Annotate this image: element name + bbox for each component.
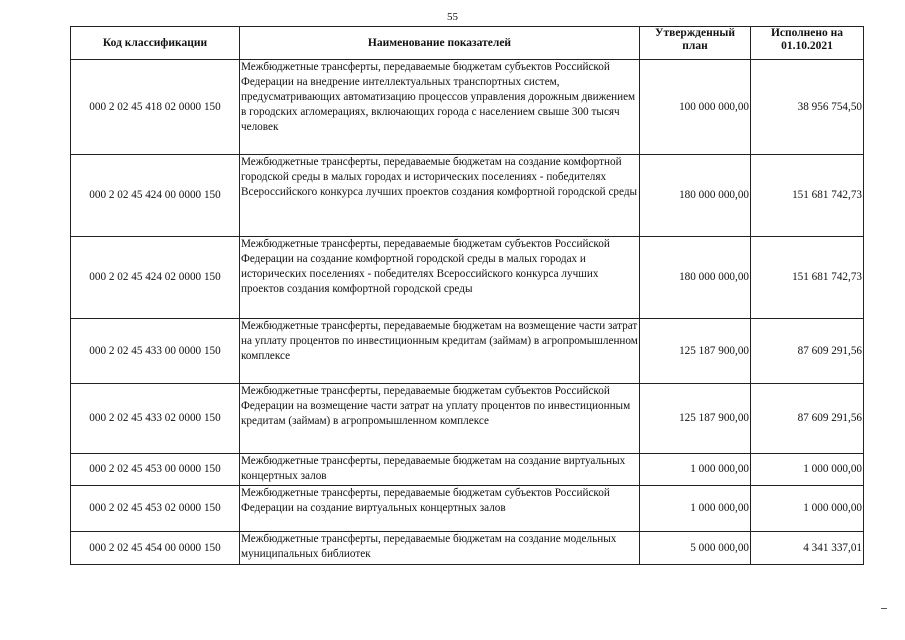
page-number: 55 (447, 11, 458, 23)
header-name: Наименование показателей (240, 27, 640, 60)
approved-plan-value: 180 000 000,00 (640, 237, 751, 319)
approved-plan-value: 125 187 900,00 (640, 384, 751, 454)
table-row (71, 532, 864, 565)
indicator-name: Межбюджетные трансферты, передаваемые бюджетам на создание виртуальных концертных залов (240, 454, 640, 486)
indicator-name: Межбюджетные трансферты, передаваемые бюджетам субъектов Российской Федерации на создание комфортной городской среды в малых городах и исторических поселениях - победителях Всероссийского конкурса лучших проектов создания комфортной городской среды (240, 237, 640, 319)
executed-value: 151 681 742,73 (751, 237, 864, 319)
classification-code: 000 2 02 45 453 00 0000 150 (71, 454, 240, 486)
executed-value: 1 000 000,00 (751, 454, 864, 486)
table-row (71, 237, 864, 319)
executed-value: 4 341 337,01 (751, 532, 864, 565)
approved-plan-value: 1 000 000,00 (640, 486, 751, 532)
budget-revenue-table (70, 26, 864, 565)
approved-plan-value: 5 000 000,00 (640, 532, 751, 565)
executed-value: 87 609 291,56 (751, 319, 864, 384)
executed-value: 38 956 754,50 (751, 60, 864, 155)
classification-code: 000 2 02 45 418 02 0000 150 (71, 60, 240, 155)
header-code: Код классификации (71, 27, 240, 60)
table-row (71, 155, 864, 237)
header-plan: Утвержденный план (640, 27, 751, 60)
scan-margin-mark (881, 608, 887, 609)
table-row (71, 454, 864, 486)
indicator-name: Межбюджетные трансферты, передаваемые бюджетам на возмещение части затрат на уплату процентов по инвестиционным кредитам (займам) в агропромышленном комплексе (240, 319, 640, 384)
indicator-name: Межбюджетные трансферты, передаваемые бюджетам субъектов Российской Федерации на возмещение части затрат на уплату процентов по инвестиционным кредитам (займам) в агропромышленном комплексе (240, 384, 640, 454)
table-row (71, 60, 864, 155)
indicator-name: Межбюджетные трансферты, передаваемые бюджетам субъектов Российской Федерации на создание виртуальных концертных залов (240, 486, 640, 532)
executed-value: 151 681 742,73 (751, 155, 864, 237)
table-row (71, 384, 864, 454)
approved-plan-value: 180 000 000,00 (640, 155, 751, 237)
classification-code: 000 2 02 45 454 00 0000 150 (71, 532, 240, 565)
table-row (71, 486, 864, 532)
approved-plan-value: 1 000 000,00 (640, 454, 751, 486)
table-header-row (71, 27, 864, 60)
header-executed: Исполнено на 01.10.2021 (751, 27, 864, 60)
executed-value: 87 609 291,56 (751, 384, 864, 454)
approved-plan-value: 125 187 900,00 (640, 319, 751, 384)
classification-code: 000 2 02 45 424 02 0000 150 (71, 237, 240, 319)
executed-value: 1 000 000,00 (751, 486, 864, 532)
classification-code: 000 2 02 45 433 02 0000 150 (71, 384, 240, 454)
classification-code: 000 2 02 45 424 00 0000 150 (71, 155, 240, 237)
indicator-name: Межбюджетные трансферты, передаваемые бюджетам субъектов Российской Федерации на внедрение интеллектуальных транспортных систем, предусматривающих автоматизацию процессов управления дорожным движением в городских агломерациях, включающих города с населением свыше 300 тысяч человек (240, 60, 640, 155)
classification-code: 000 2 02 45 453 02 0000 150 (71, 486, 240, 532)
approved-plan-value: 100 000 000,00 (640, 60, 751, 155)
indicator-name: Межбюджетные трансферты, передаваемые бюджетам на создание комфортной городской среды в малых городах и исторических поселениях - победителях Всероссийского конкурса лучших проектов создания комфортной городской среды (240, 155, 640, 237)
table-row (71, 319, 864, 384)
classification-code: 000 2 02 45 433 00 0000 150 (71, 319, 240, 384)
indicator-name: Межбюджетные трансферты, передаваемые бюджетам на создание модельных муниципальных библиотек (240, 532, 640, 565)
